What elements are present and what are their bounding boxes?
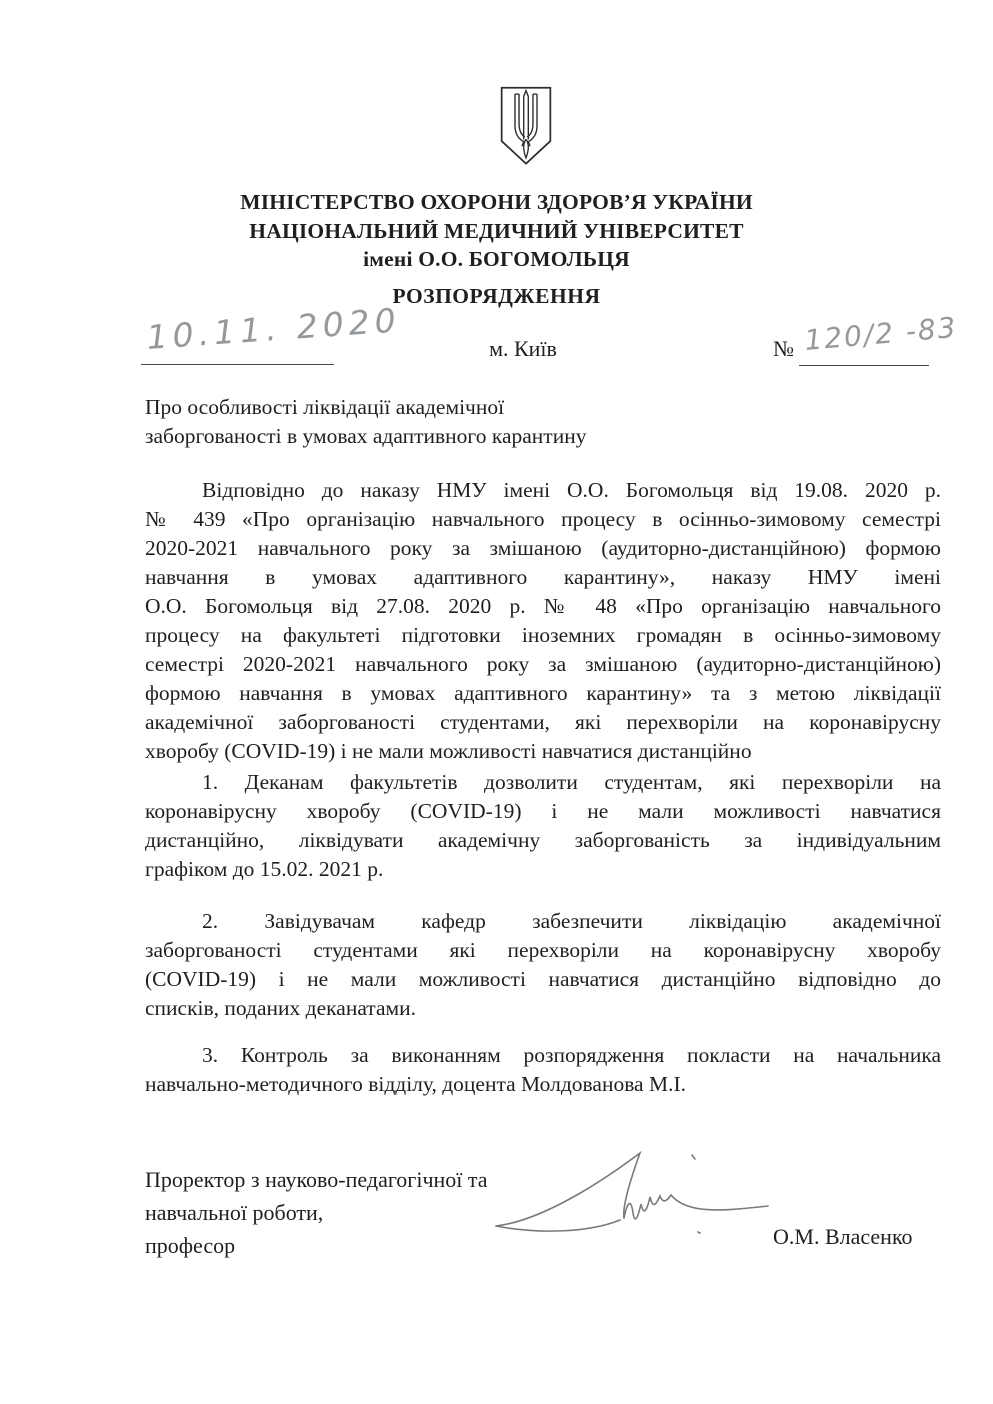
letterhead bbox=[0, 188, 993, 274]
intro-paragraph bbox=[145, 476, 941, 766]
order-item-3 bbox=[145, 1041, 941, 1099]
paragraph-line: Відповідно до наказу НМУ імені О.О. Богомольця від 19.08. 2020 р. bbox=[202, 478, 941, 502]
paragraph-line: заборгованості студентами які перехворіли на коронавірусну хворобу bbox=[145, 938, 941, 962]
university-named-after: імені О.О. БОГОМОЛЬЦЯ bbox=[363, 247, 630, 271]
paragraph-line: 3. Контроль за виконанням розпорядження покласти на начальника bbox=[202, 1043, 941, 1067]
date-underline bbox=[141, 364, 334, 365]
subject-line: Про особливості ліквідації академічної bbox=[145, 395, 505, 419]
paragraph-line: О.О. Богомольця від 27.08. 2020 р. № 48 «Про організацію навчального bbox=[145, 594, 941, 618]
paragraph-line: 2020-2021 навчального року за змішаною (аудиторно-дистанційною) формою bbox=[145, 536, 941, 560]
paragraph-line: 1. Деканам факультетів дозволити студентам, які перехворіли на bbox=[202, 770, 941, 794]
number-underline bbox=[799, 365, 929, 366]
paragraph-line: хворобу (COVID-19) і не мали можливості навчатися дистанційно bbox=[145, 739, 752, 763]
ministry-name: МІНІСТЕРСТВО ОХОРОНИ ЗДОРОВ’Я УКРАЇНИ bbox=[240, 190, 753, 214]
paragraph-line: процесу на факультеті підготовки іноземних громадян в осінньо-зимовому bbox=[145, 623, 941, 647]
signer-position-line: навчальної роботи, bbox=[145, 1200, 324, 1225]
paragraph-line: списків, поданих деканатами. bbox=[145, 996, 416, 1020]
signer-position-line: професор bbox=[145, 1233, 236, 1258]
paragraph-line: 2. Завідувачам кафедр забезпечити ліквідацію академічної bbox=[202, 909, 941, 933]
handwritten-signature bbox=[492, 1146, 777, 1258]
number-sign: № bbox=[773, 336, 794, 361]
paragraph-line: семестрі 2020-2021 навчального року за змішаною (аудиторно-дистанційною) bbox=[145, 652, 941, 676]
signer-position-line: Проректор з науково-педагогічної та bbox=[145, 1167, 488, 1192]
paragraph-line: дистанційно, ліквідувати академічну заборгованість за індивідуальним bbox=[145, 828, 941, 852]
paragraph-line: графіком до 15.02. 2021 р. bbox=[145, 857, 384, 881]
city-label: м. Київ bbox=[489, 336, 557, 361]
paragraph-line: формою навчання в умовах адаптивного карантину» та з метою ліквідації bbox=[145, 681, 941, 705]
order-item-1 bbox=[145, 768, 941, 884]
paragraph-line: № 439 «Про організацію навчального процесу в осінньо-зимовому семестрі bbox=[145, 507, 941, 531]
signer-name: О.М. Власенко bbox=[773, 1224, 913, 1249]
subject-line: заборгованості в умовах адаптивного карантину bbox=[145, 423, 587, 448]
paragraph-line: академічної заборгованості студентами, які перехворіли на коронавірусну bbox=[145, 710, 941, 734]
trident-emblem-icon bbox=[497, 86, 555, 166]
paragraph-line: навчання в умовах адаптивного карантину», наказу НМУ імені bbox=[145, 565, 941, 589]
handwritten-date: 10.11. 2020 bbox=[145, 300, 402, 357]
paragraph-line: (COVID-19) і не мали можливості навчатися дистанційно відповідно до bbox=[145, 967, 941, 991]
handwritten-number: 120/2 -83 bbox=[803, 310, 959, 357]
paragraph-line: коронавірусну хворобу (COVID-19) і не мали можливості навчатися bbox=[145, 799, 941, 823]
order-item-2 bbox=[145, 907, 941, 1023]
subject-block bbox=[145, 393, 705, 450]
paragraph-line: навчально-методичного відділу, доцента Молдованова М.І. bbox=[145, 1072, 687, 1096]
document-type-title: РОЗПОРЯДЖЕННЯ bbox=[392, 284, 601, 308]
university-name: НАЦІОНАЛЬНИЙ МЕДИЧНИЙ УНІВЕРСИТЕТ bbox=[249, 218, 744, 243]
